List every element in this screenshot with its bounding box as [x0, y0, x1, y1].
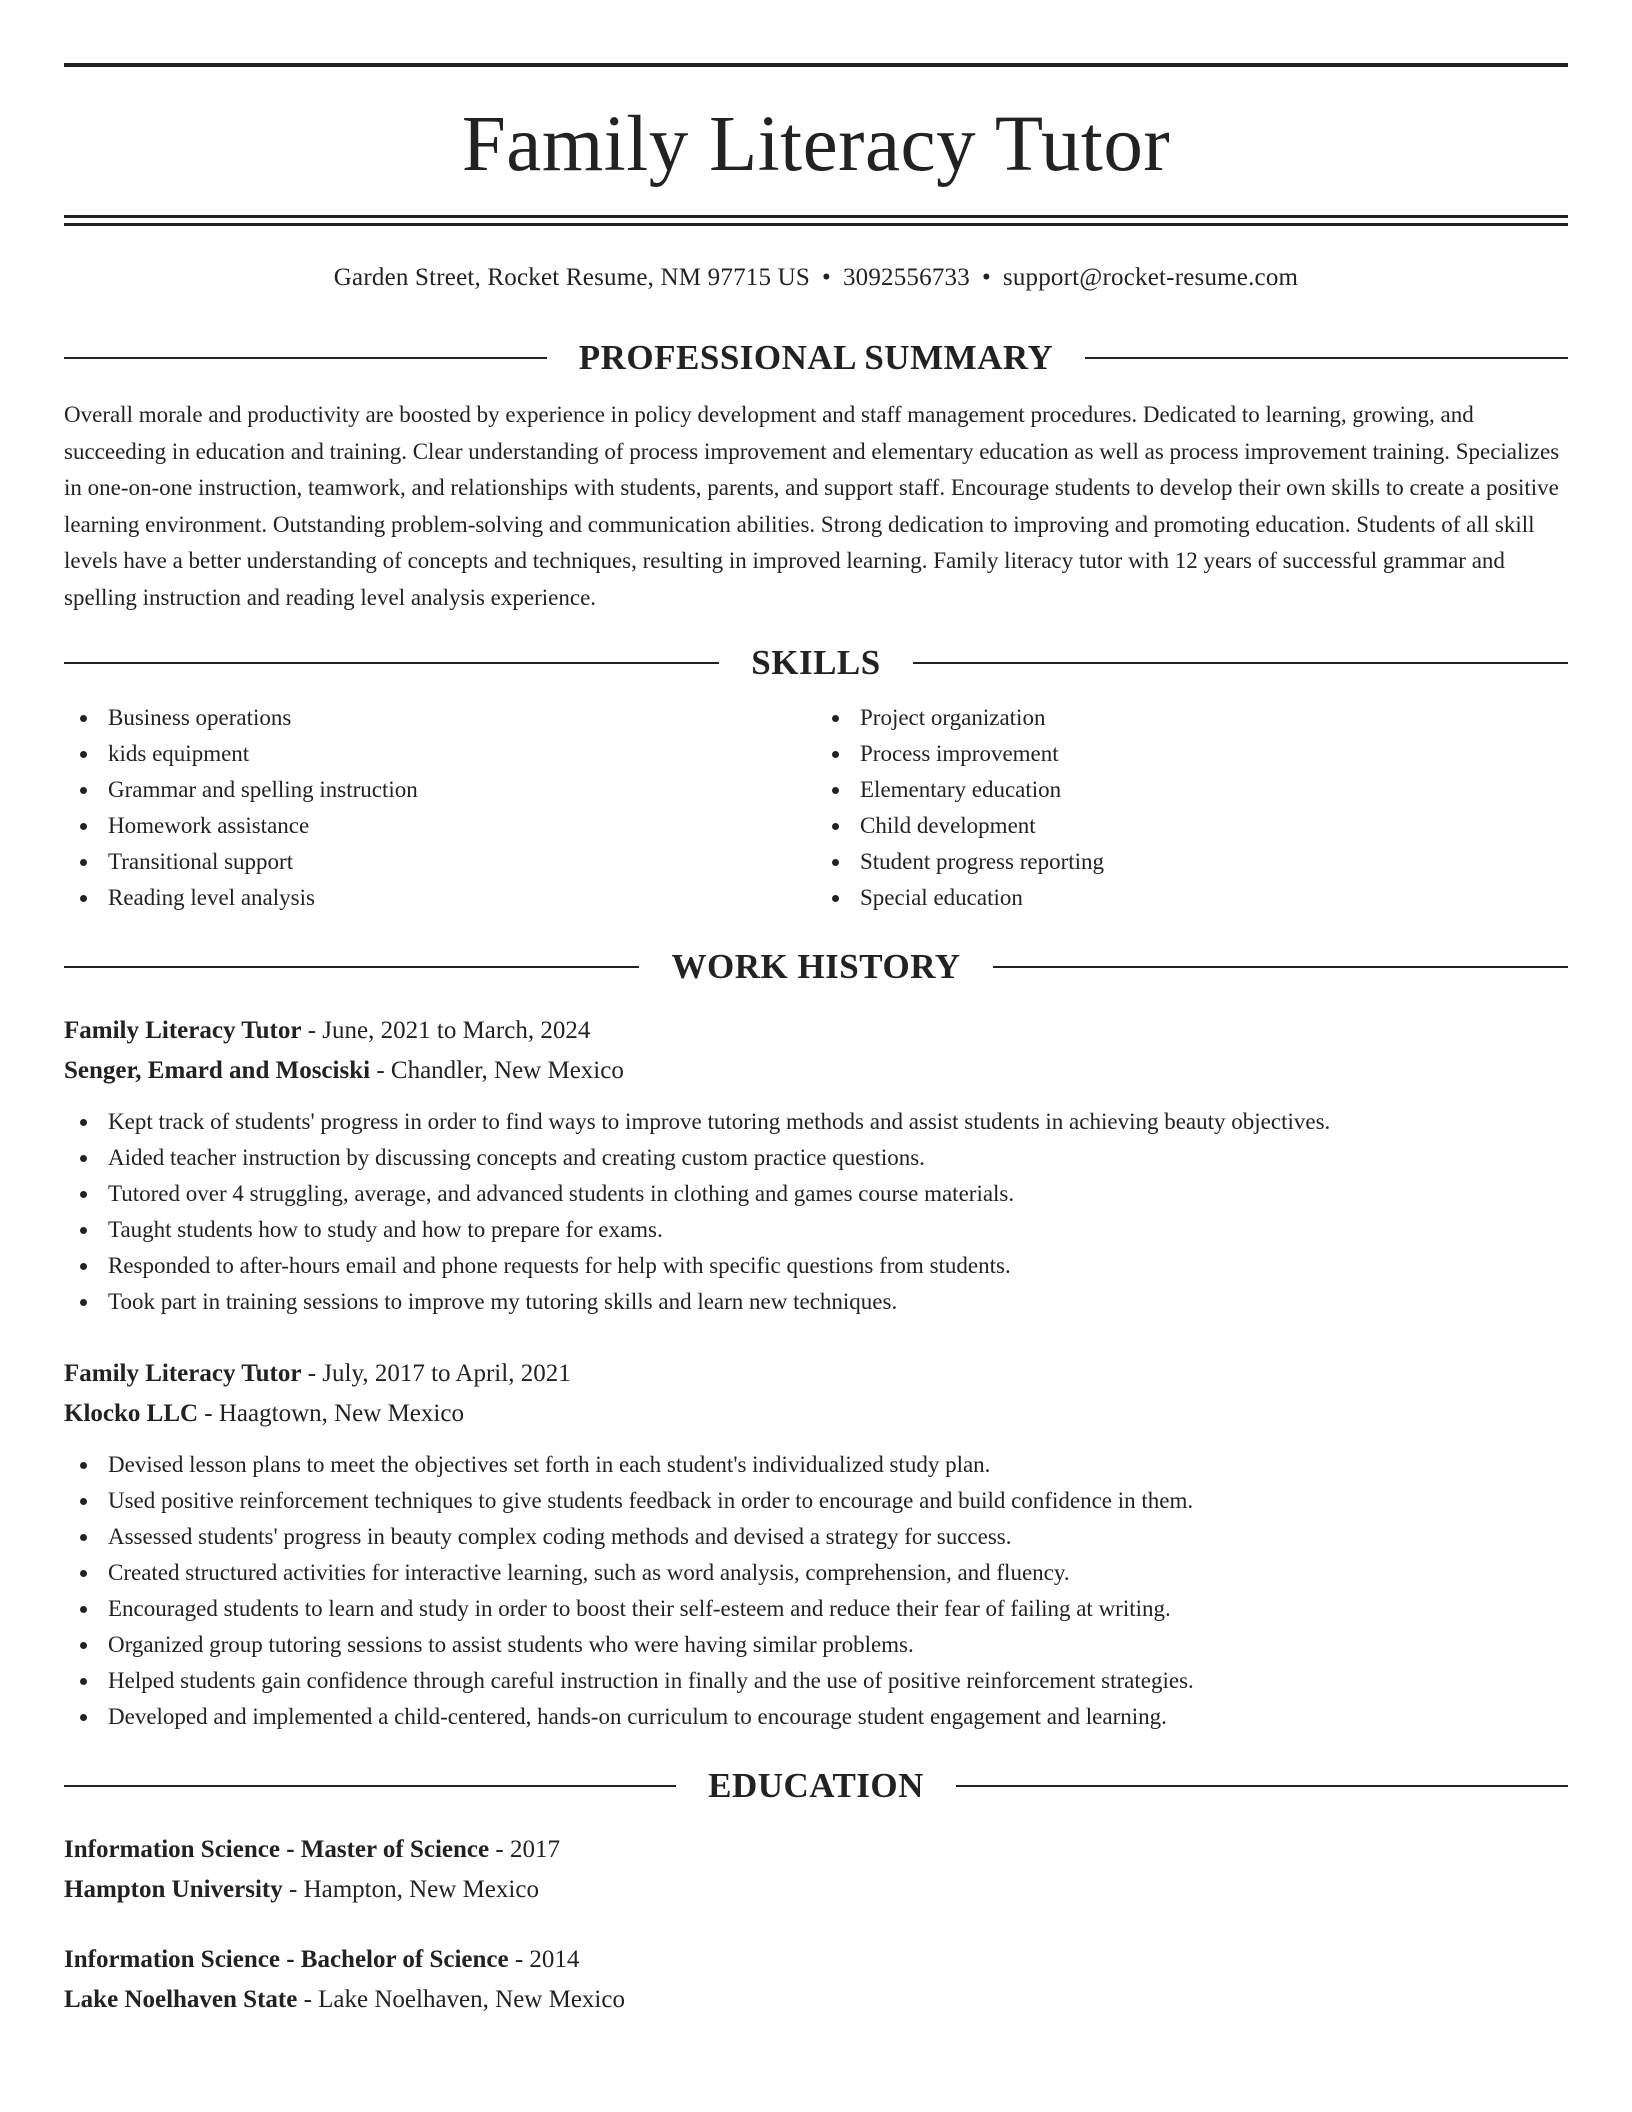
- education-school: Lake Noelhaven State: [64, 1986, 298, 2013]
- job-company-line: [64, 1051, 1568, 1091]
- job-bullet: Assessed students' progress in beauty complex coding methods and devised a strategy for success.: [64, 1519, 1568, 1555]
- education-school: Hampton University: [64, 1876, 283, 1903]
- skill-item: Business operations: [64, 700, 816, 736]
- contact-separator: •: [981, 264, 991, 291]
- job-bullet: Tutored over 4 struggling, average, and advanced students in clothing and games course materials.: [64, 1176, 1568, 1212]
- job-entry: [64, 1354, 1568, 1735]
- skill-item: Homework assistance: [64, 808, 816, 844]
- job-location: - Chandler, New Mexico: [370, 1057, 624, 1084]
- skills-column-right: [816, 700, 1568, 916]
- job-bullet: Used positive reinforcement techniques to give students feedback in order to encourage and build confidence in them.: [64, 1483, 1568, 1519]
- education-degree: Information Science - Bachelor of Science: [64, 1946, 509, 1973]
- resume-name: Family Literacy Tutor: [461, 101, 1171, 188]
- job-dates: - June, 2021 to March, 2024: [301, 1017, 591, 1044]
- education-school-line: [64, 1870, 1568, 1910]
- skill-item: Reading level analysis: [64, 880, 816, 916]
- job-title-line: [64, 1011, 1568, 1051]
- job-bullets: [64, 1104, 1568, 1320]
- top-rule: [64, 63, 1568, 67]
- job-bullet: Developed and implemented a child-centered, hands-on curriculum to encourage student engagement and learning.: [64, 1699, 1568, 1735]
- job-bullet: Taught students how to study and how to prepare for exams.: [64, 1212, 1568, 1248]
- job-role: Family Literacy Tutor: [64, 1017, 302, 1044]
- section-title-education: EDUCATION: [64, 1766, 1568, 1806]
- skill-item: Elementary education: [816, 772, 1568, 808]
- job-bullet: Aided teacher instruction by discussing concepts and creating custom practice questions.: [64, 1140, 1568, 1176]
- education-location: - Lake Noelhaven, New Mexico: [297, 1986, 625, 2013]
- skill-item: Project organization: [816, 700, 1568, 736]
- summary-text: Overall morale and productivity are boosted by experience in policy development and staff management procedures. Dedicated to learning, growing, and succeeding in education and training. Clear understanding of process improvement and elementary education as well as process improvement training. Specializes in one-on-one instruction, teamwork, and relationships with students, parents, and support staff. Encourage students to develop their own skills to create a positive learning environment. Outstanding problem-solving and communication abilities. Strong dedication to improving and promoting education. Students of all skill levels have a better understanding of concepts and techniques, resulting in improved learning. Family literacy tutor with 12 years of successful grammar and spelling instruction and reading level analysis experience.: [64, 402, 1560, 610]
- skill-item: Process improvement: [816, 736, 1568, 772]
- section-title-work-history: WORK HISTORY: [64, 947, 1568, 987]
- section-title-summary: PROFESSIONAL SUMMARY: [64, 338, 1568, 378]
- education-degree: Information Science - Master of Science: [64, 1836, 490, 1863]
- contact-email: support@rocket-resume.com: [1002, 264, 1299, 291]
- job-company: Klocko LLC: [64, 1400, 199, 1427]
- job-bullet: Responded to after-hours email and phone requests for help with specific questions from students.: [64, 1248, 1568, 1284]
- job-role: Family Literacy Tutor: [64, 1360, 302, 1387]
- resume-page: [0, 63, 1632, 2112]
- job-location: - Haagtown, New Mexico: [198, 1400, 464, 1427]
- skill-item: kids equipment: [64, 736, 816, 772]
- education-school-line: [64, 1980, 1568, 2020]
- education-degree-line: [64, 1940, 1568, 1980]
- double-rule: [64, 215, 1568, 226]
- skill-item: Grammar and spelling instruction: [64, 772, 816, 808]
- education-degree-line: [64, 1830, 1568, 1870]
- job-title-line: [64, 1354, 1568, 1394]
- education-year: - 2014: [508, 1946, 580, 1973]
- contact-line: [64, 263, 1568, 293]
- job-company-line: [64, 1394, 1568, 1434]
- contact-phone: 3092556733: [842, 264, 970, 291]
- job-bullet: Helped students gain confidence through careful instruction in finally and the use of positive reinforcement strategies.: [64, 1663, 1568, 1699]
- section-title-skills: SKILLS: [64, 643, 1568, 683]
- job-bullet: Encouraged students to learn and study in order to boost their self-esteem and reduce their fear of failing at writing.: [64, 1591, 1568, 1627]
- skill-item: Special education: [816, 880, 1568, 916]
- job-bullets: [64, 1447, 1568, 1735]
- job-bullet: Organized group tutoring sessions to assist students who were having similar problems.: [64, 1627, 1568, 1663]
- education-entry: [64, 1940, 1568, 2020]
- job-bullet: Took part in training sessions to improve my tutoring skills and learn new techniques.: [64, 1284, 1568, 1320]
- skill-item: Student progress reporting: [816, 844, 1568, 880]
- skills-list: [64, 700, 1568, 916]
- job-bullet: Devised lesson plans to meet the objectives set forth in each student's individualized study plan.: [64, 1447, 1568, 1483]
- contact-address: Garden Street, Rocket Resume, NM 97715 US: [333, 264, 810, 291]
- education-entry: [64, 1830, 1568, 1910]
- education-location: - Hampton, New Mexico: [282, 1876, 539, 1903]
- skill-item: Child development: [816, 808, 1568, 844]
- skill-item: Transitional support: [64, 844, 816, 880]
- skills-column-left: [64, 700, 816, 916]
- contact-separator: •: [821, 264, 831, 291]
- job-entry: [64, 1011, 1568, 1320]
- job-dates: - July, 2017 to April, 2021: [301, 1360, 571, 1387]
- education-year: - 2017: [489, 1836, 560, 1863]
- job-bullet: Kept track of students' progress in order to find ways to improve tutoring methods and assist students in achieving beauty objectives.: [64, 1104, 1568, 1140]
- job-company: Senger, Emard and Mosciski: [64, 1057, 371, 1084]
- job-bullet: Created structured activities for interactive learning, such as word analysis, comprehension, and fluency.: [64, 1555, 1568, 1591]
